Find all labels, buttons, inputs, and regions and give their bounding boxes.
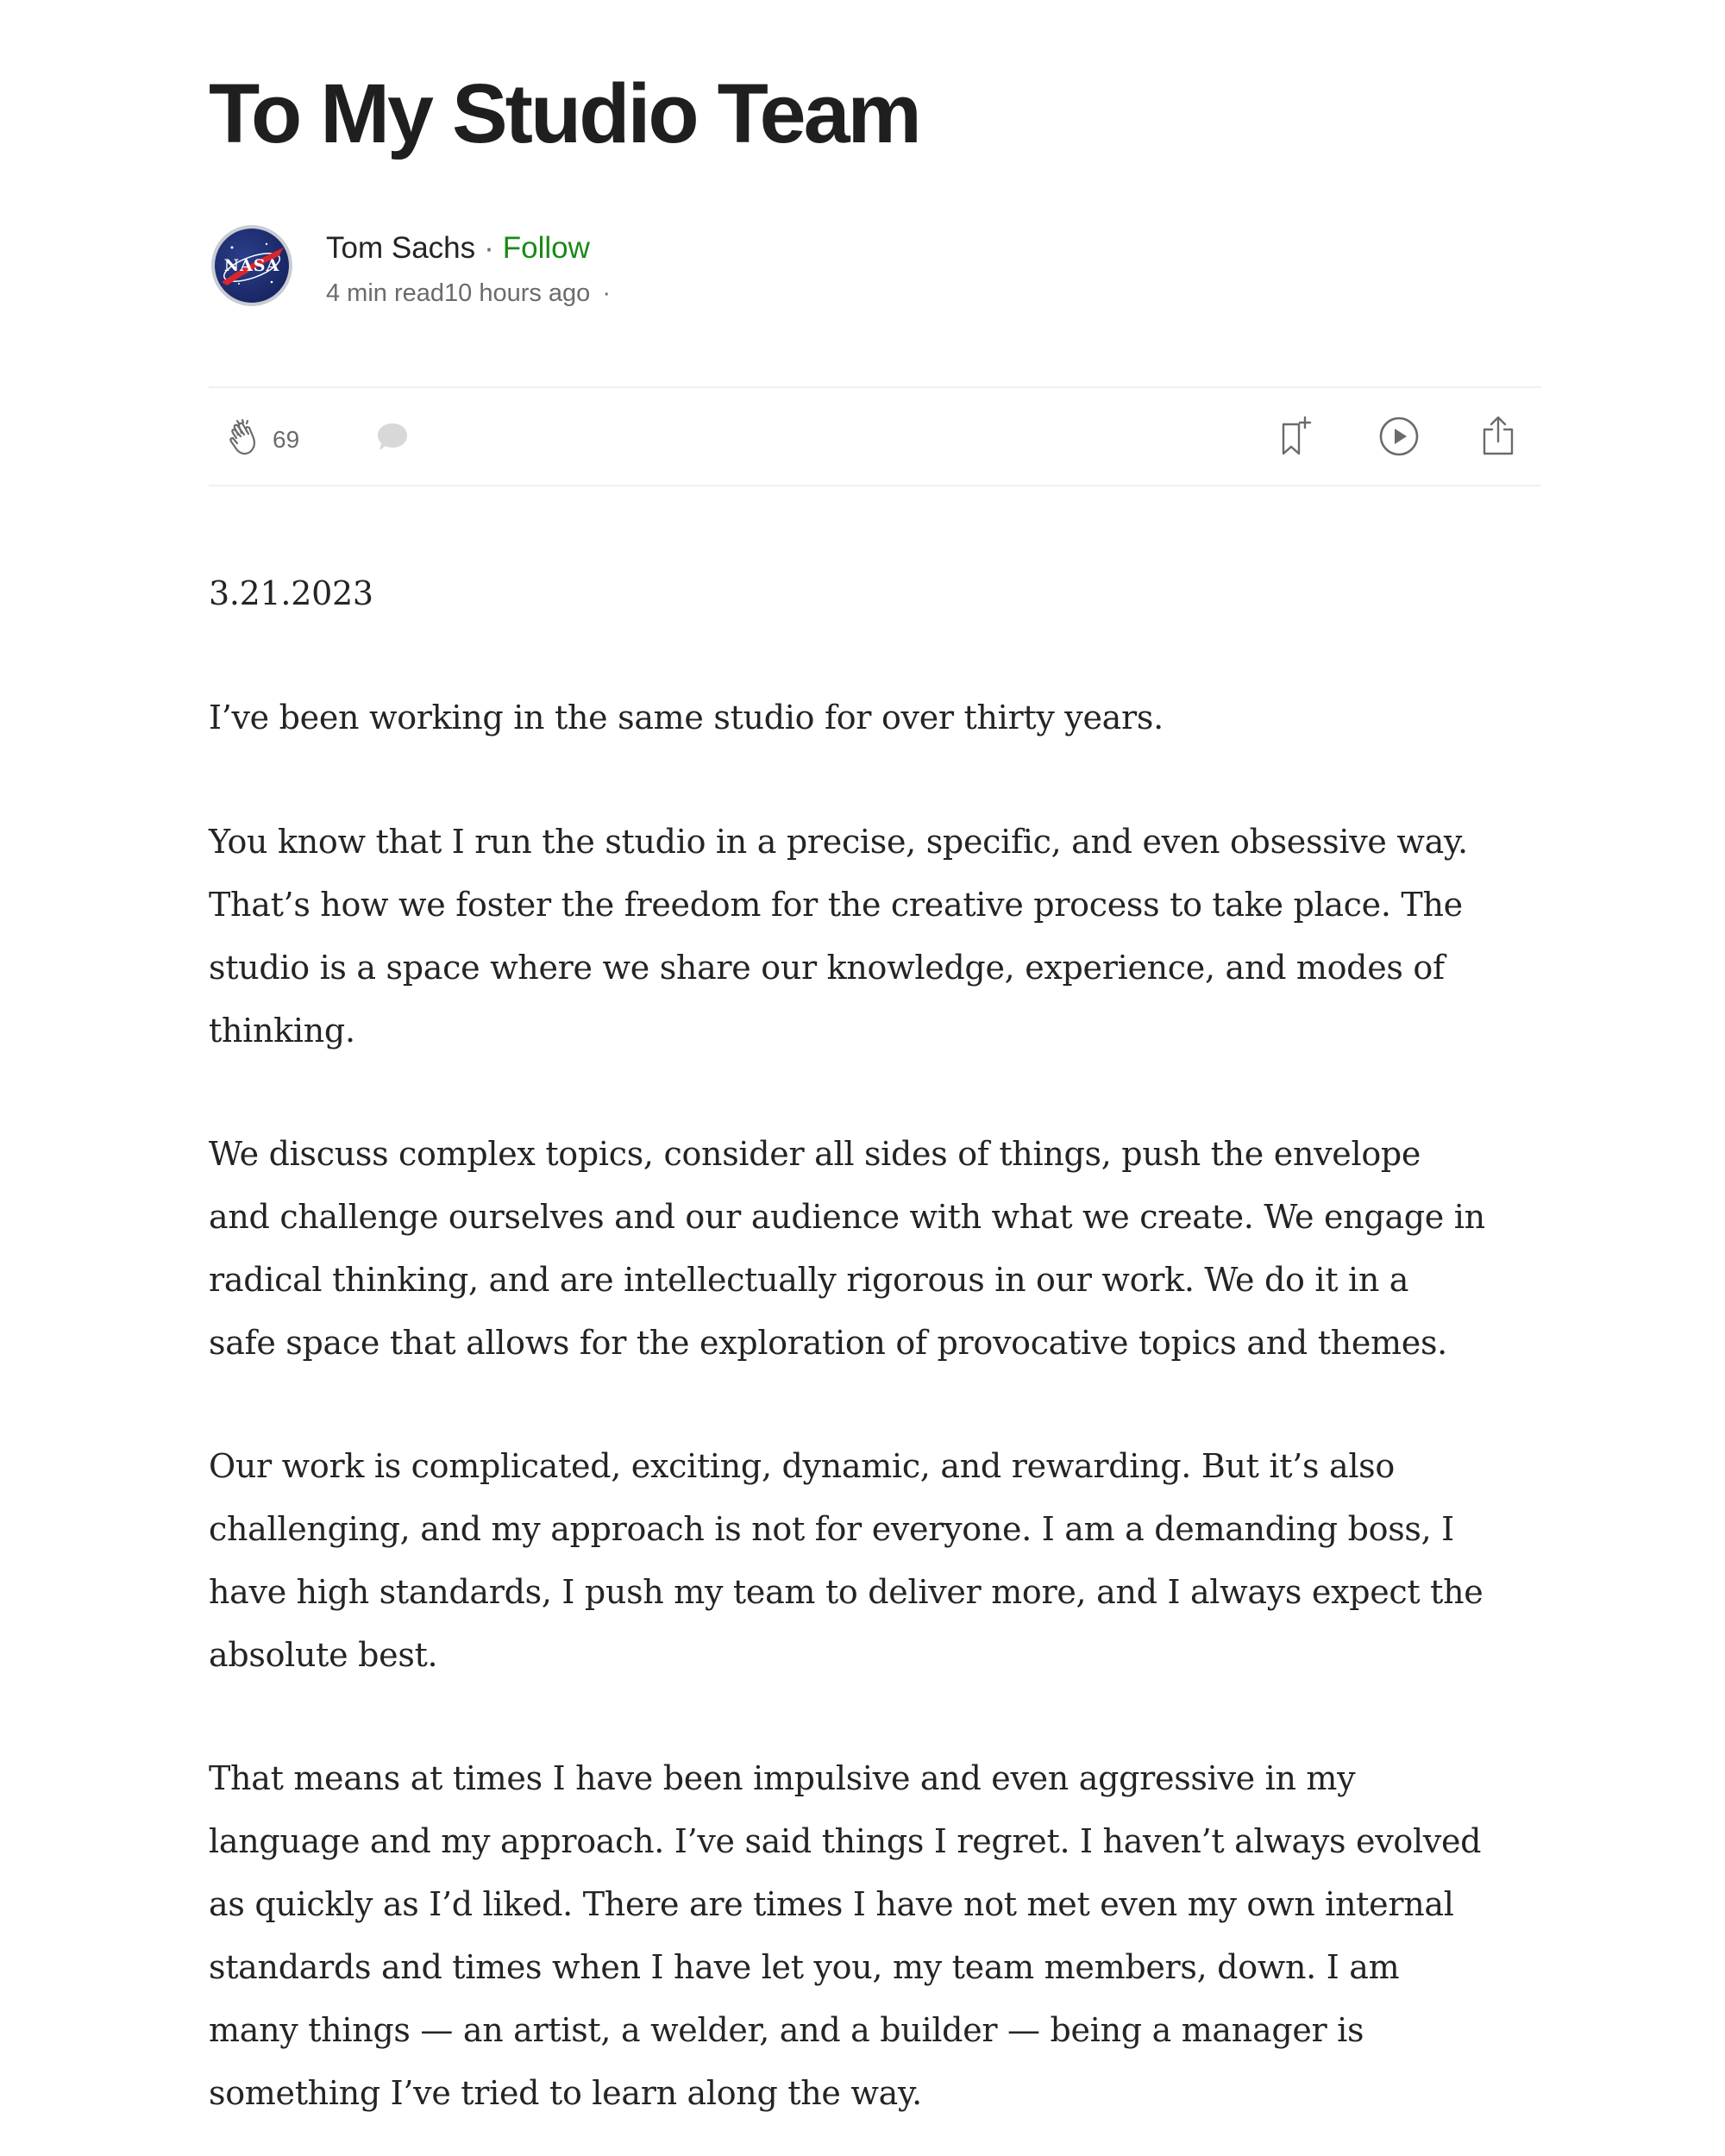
avatar-text: NASA xyxy=(223,256,280,275)
article-title: To My Studio Team xyxy=(209,66,919,160)
share-button[interactable] xyxy=(1479,414,1517,463)
share-icon xyxy=(1479,448,1517,462)
clap-button[interactable] xyxy=(226,417,299,461)
bookmark-add-icon xyxy=(1276,448,1314,462)
paragraph-line: radical thinking, and are intellectually rigorous in our work. We do it in a xyxy=(209,1261,1409,1299)
paragraph-5 xyxy=(209,1747,1554,2125)
paragraph-line: That’s how we foster the freedom for the creative process to take place. The xyxy=(209,886,1463,924)
clap-count: 69 xyxy=(273,425,300,453)
paragraph-line: many things — an artist, a welder, and a builder — being a manager is xyxy=(209,2011,1364,2049)
paragraph-2 xyxy=(209,811,1554,1062)
clap-icon xyxy=(226,417,264,461)
paragraph-line: standards and times when I have let you, my team members, down. I am xyxy=(209,1948,1400,1986)
paragraph-line: absolute best. xyxy=(209,1636,438,1674)
author-separator: · xyxy=(484,231,494,265)
follow-button[interactable]: Follow xyxy=(502,231,590,265)
paragraph-4 xyxy=(209,1435,1554,1687)
author-line xyxy=(326,231,590,266)
comment-button[interactable] xyxy=(375,421,410,458)
paragraph-line: language and my approach. I’ve said things I regret. I haven’t always evolved xyxy=(209,1822,1482,1860)
paragraph-line: and challenge ourselves and our audience with what we create. We engage in xyxy=(209,1198,1485,1236)
nasa-logo-icon xyxy=(215,229,289,303)
play-circle-icon xyxy=(1377,448,1421,462)
listen-button[interactable] xyxy=(1377,414,1421,463)
paragraph-line: You know that I run the studio in a precise, specific, and even obsessive way. xyxy=(209,823,1468,861)
action-bar xyxy=(209,386,1541,486)
meta-line xyxy=(326,279,611,308)
byline xyxy=(209,222,899,317)
paragraph-line: safe space that allows for the exploration of provocative topics and themes. xyxy=(209,1324,1447,1362)
author-avatar[interactable] xyxy=(211,225,292,306)
save-button[interactable] xyxy=(1276,414,1314,463)
paragraph-line: have high standards, I push my team to deliver more, and I always expect the xyxy=(209,1573,1484,1611)
article-date: 3.21.2023 xyxy=(209,574,373,612)
read-time: 4 min read xyxy=(326,279,445,307)
paragraph-line: That means at times I have been impulsive and even aggressive in my xyxy=(209,1759,1356,1797)
paragraph-line: something I’ve tried to learn along the way. xyxy=(209,2074,922,2112)
meta-separator: · xyxy=(602,279,611,307)
paragraph-line: thinking. xyxy=(209,1012,355,1050)
publish-time: 10 hours ago xyxy=(444,279,591,307)
paragraph-line: Our work is complicated, exciting, dynamic, and rewarding. But it’s also xyxy=(209,1447,1395,1485)
paragraph-line: I’ve been working in the same studio for over thirty years. xyxy=(209,699,1164,736)
paragraph-line: challenging, and my approach is not for everyone. I am a demanding boss, I xyxy=(209,1510,1454,1548)
author-name[interactable]: Tom Sachs xyxy=(326,231,476,265)
comment-bubble-icon xyxy=(375,442,410,457)
paragraph-line: studio is a space where we share our knowledge, experience, and modes of xyxy=(209,949,1445,987)
paragraph-line: We discuss complex topics, consider all sides of things, push the envelope xyxy=(209,1135,1421,1173)
paragraph-line: as quickly as I’d liked. There are times I have not met even my own internal xyxy=(209,1885,1454,1923)
paragraph-1 xyxy=(209,686,1554,749)
paragraph-3 xyxy=(209,1123,1554,1375)
